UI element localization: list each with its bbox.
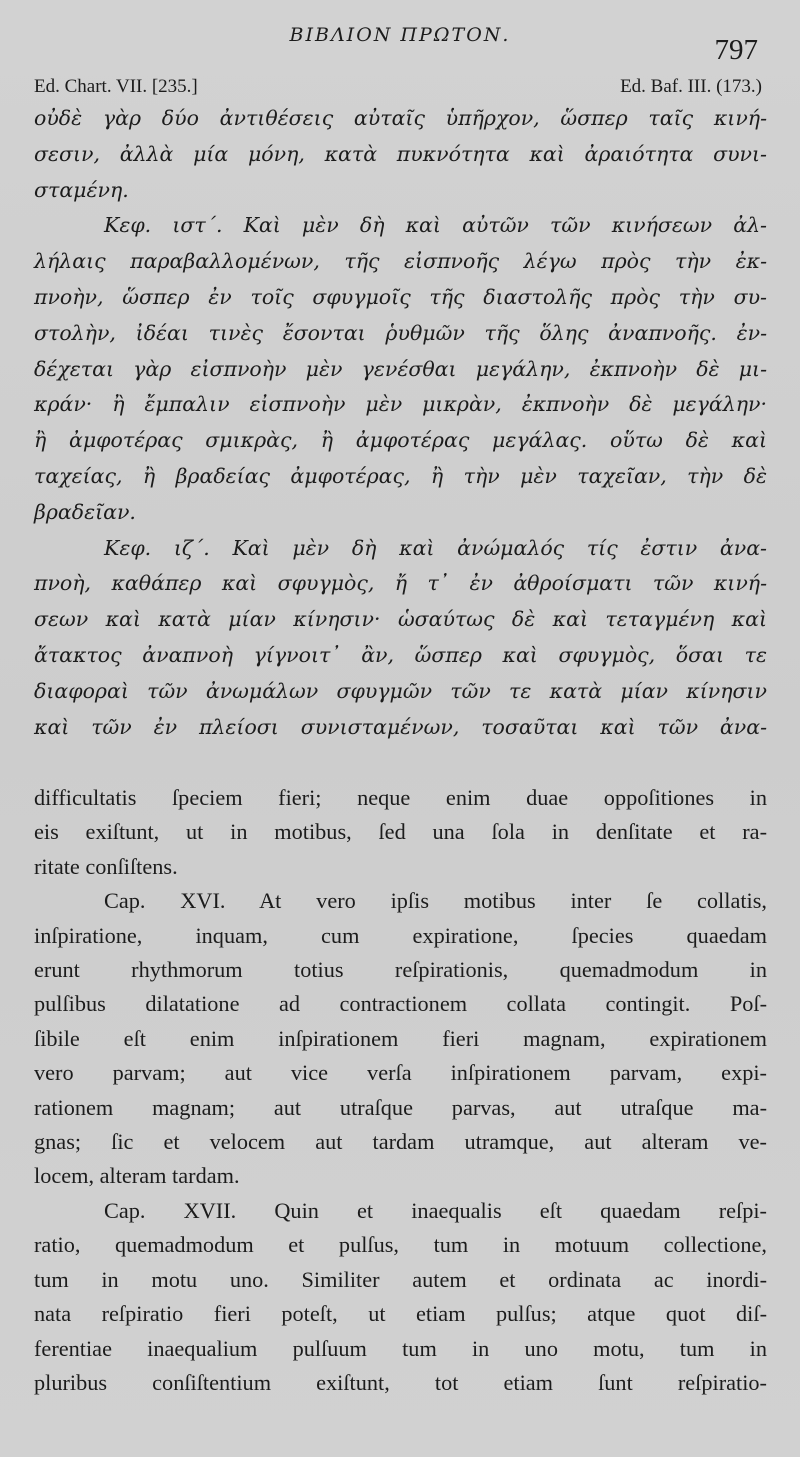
edition-basel-reference: Ed. Baf. III. (173.) xyxy=(620,76,762,97)
latin-line: ferentiae inaequalium pulſuum tum in uno motu, tum in xyxy=(34,1335,767,1361)
greek-line: καὶ τῶν ἐν πλείοσι συνισταμένων, τοσαῦται καὶ τῶν ἀνα- xyxy=(34,714,767,739)
edition-chartier-reference: Ed. Chart. VII. [235.] xyxy=(34,76,198,97)
greek-line: διαφοραὶ τῶν ἀνωμάλων σφυγμῶν τῶν τε κατὰ μίαν κίνησιν xyxy=(34,678,767,703)
greek-line: σεσιν, ἀλλὰ μία μόνη, κατὰ πυκνότητα καὶ ἀραιότητα συνι- xyxy=(34,141,767,166)
latin-line: pluribus conſiſtentium exiſtunt, tot etiam ſunt reſpiratio- xyxy=(34,1369,767,1395)
latin-line: vero parvam; aut vice verſa inſpirationem parvam, expi- xyxy=(34,1060,767,1086)
greek-line: ἢ ἀμφοτέρας σμικρὰς, ἢ ἀμφοτέρας μεγάλας. οὕτω δὲ καὶ xyxy=(34,428,767,453)
latin-line: difficultatis ſpeciem fieri; neque enim duae oppoſitiones in xyxy=(34,785,767,810)
latin-line: gnas; ſic et velocem aut tardam utramque, aut alteram ve- xyxy=(34,1129,767,1155)
latin-line: rationem magnam; aut utraſque parvas, aut utraſque ma- xyxy=(34,1094,767,1120)
latin-line: erunt rhythmorum totius reſpirationis, quemadmodum in xyxy=(34,957,767,983)
greek-line: ἄτακτος ἀναπνοὴ γίγνοιτ᾽ ἂν, ὥσπερ καὶ σφυγμὸς, ὅσαι τε xyxy=(34,642,767,667)
latin-line: inſpiratione, inquam, cum expiratione, ſpecies quaedam xyxy=(34,922,767,948)
greek-line: στολὴν, ἰδέαι τινὲς ἔσονται ῥυθμῶν τῆς ὅλης ἀναπνοῆς. ἐν- xyxy=(34,320,767,345)
greek-line: οὐδὲ γὰρ δύο ἀντιθέσεις αὐταῖς ὑπῆρχον, ὥσπερ ταῖς κινή- xyxy=(34,106,767,130)
latin-line: nata reſpiratio fieri poteſt, ut etiam pulſus; atque quot diſ- xyxy=(34,1301,767,1327)
greek-chapter-heading-line: Κεφ. ιστ΄. Καὶ μὲν δὴ καὶ αὐτῶν τῶν κινήσεων ἀλ- xyxy=(104,213,767,238)
running-title: ΒΙΒΛΙΟΝ ΠΡΩΤΟΝ. xyxy=(289,24,511,46)
latin-chapter-heading-line: Cap. XVI. At vero ipſis motibus inter ſe collatis, xyxy=(104,888,767,914)
latin-line: pulſibus dilatatione ad contractionem collata contingit. Poſ- xyxy=(34,991,767,1017)
greek-line: πνοὴ, καθάπερ καὶ σφυγμὸς, ἤ τ᾽ ἐν ἀθροίσματι τῶν κινή- xyxy=(34,571,767,596)
latin-line: ratio, quemadmodum et pulſus, tum in motuum collectione, xyxy=(34,1232,767,1258)
greek-chapter-heading-line: Κεφ. ιζ΄. Καὶ μὲν δὴ καὶ ἀνώμαλός τίς ἐστιν ἀνα- xyxy=(104,535,767,560)
greek-line: σεων καὶ κατὰ μίαν κίνησιν· ὡσαύτως δὲ καὶ τεταγμένη καὶ xyxy=(34,607,767,632)
greek-line: κράν· ἢ ἔμπαλιν εἰσπνοὴν μὲν μικρὰν, ἐκπνοὴν δὲ μεγάλην· xyxy=(34,392,767,417)
greek-text-column xyxy=(34,101,767,745)
greek-line: βραδεῖαν. xyxy=(34,499,136,524)
greek-line: δέχεται γὰρ εἰσπνοὴν μὲν γενέσθαι μεγάλην, ἐκπνοὴν δὲ μι- xyxy=(34,356,767,381)
page-number: 797 xyxy=(714,34,758,66)
latin-line: ritate conſiſtens. xyxy=(34,853,178,879)
greek-line: ταχείας, ἢ βραδείας ἀμφοτέρας, ἢ τὴν μὲν ταχεῖαν, τὴν δὲ xyxy=(34,463,767,488)
greek-line: σταμένη. xyxy=(34,177,129,202)
latin-line: eis exiſtunt, ut in motibus, ſed una ſola in denſitate et ra- xyxy=(34,819,767,845)
latin-line: tum in motu uno. Similiter autem et ordinata ac inordi- xyxy=(34,1266,767,1292)
latin-line: locem, alteram tardam. xyxy=(34,1163,240,1189)
greek-line: λήλαις παραβαλλομένων, τῆς εἰσπνοῆς λέγω πρὸς τὴν ἐκ- xyxy=(34,249,767,274)
latin-chapter-heading-line: Cap. XVII. Quin et inaequalis eſt quaedam reſpi- xyxy=(104,1197,767,1223)
latin-text-column xyxy=(34,781,767,1400)
greek-line: πνοὴν, ὥσπερ ἐν τοῖς σφυγμοῖς τῆς διαστολῆς πρὸς τὴν συ- xyxy=(34,284,767,309)
latin-line: ſibile eſt enim inſpirationem fieri magnam, expirationem xyxy=(34,1025,767,1051)
